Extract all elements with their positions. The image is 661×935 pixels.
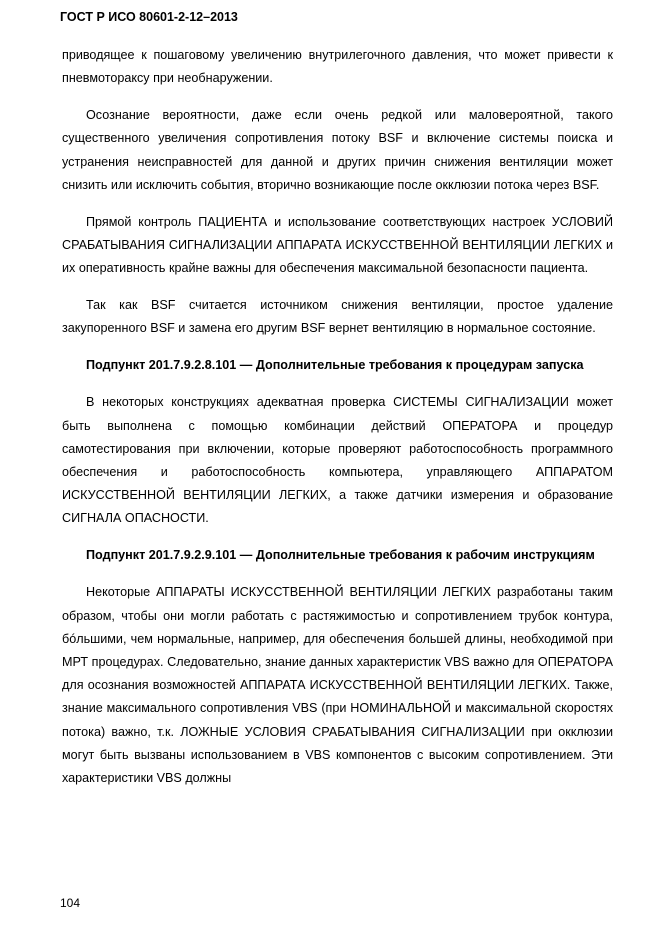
subclause-heading-startup: Подпункт 201.7.9.2.8.101 — Дополнительные требования к процедурам запуска [86, 358, 584, 373]
paragraph-direct-control: Прямой контроль ПАЦИЕНТА и использование соответствующих настроек УСЛОВИЙ СРАБАТЫВАНИЯ СИГНАЛИЗАЦИИ АППАРАТА ИСКУССТВЕННОЙ ВЕНТИЛЯЦИИ ЛЕГКИХ и их оперативность крайне важны для обеспечения максимальной безопасности пациента. [62, 214, 613, 276]
paragraph-awareness: Осознание вероятности, даже если очень редкой или маловероятной, такого существенного увеличения сопротивления потоку BSF и включение системы поиска и устранения неисправностей для данной и других причин снижения вентиляции может снизить или исключить события, вторично возникающие после окклюзии потока через BSF. [62, 108, 613, 192]
paragraph-bsf-removal: Так как BSF считается источником снижения вентиляции, простое удаление закупоренного BSF и замена его другим BSF вернет вентиляцию в нормальное состояние. [62, 298, 613, 336]
document-body [62, 44, 613, 790]
paragraph-vbs-characteristics: Некоторые АППАРАТЫ ИСКУССТВЕННОЙ ВЕНТИЛЯЦИИ ЛЕГКИХ разработаны таким образом, чтобы они могли работать с растяжимостью и сопротивлением трубок контура, бóльшими, чем нормальные, например, для обеспечения большей длины, необходимой при МРТ процедурах. Следовательно, знание данных характеристик VBS важно для ОПЕРАТОРА для осознания возможностей АППАРАТА ИСКУССТВЕННОЙ ВЕНТИЛЯЦИИ ЛЕГКИХ. Также, знание максимального сопротивления VBS (при НОМИНАЛЬНОЙ и максимальной скоростях потока) важно, т.к. ЛОЖНЫЕ УСЛОВИЯ СРАБАТЫВАНИЯ СИГНАЛИЗАЦИИ при окклюзии могут быть вызваны использованием в VBS компонентов с высоким сопротивлением. Эти характеристики VBS должны [62, 585, 613, 786]
page-number: 104 [60, 896, 81, 910]
paragraph-alarm-system-check: В некоторых конструкциях адекватная проверка СИСТЕМЫ СИГНАЛИЗАЦИИ может быть выполнена с помощью комбинации действий ОПЕРАТОРА и процедур самотестирования при включении, которые проверяют работоспособность программного обеспечения и работоспособность компьютера, управляющего АППАРАТОМ ИСКУССТВЕННОЙ ВЕНТИЛЯЦИИ ЛЕГКИХ, а также датчики измерения и образование СИГНАЛА ОПАСНОСТИ. [62, 395, 613, 526]
subclause-heading-instructions: Подпункт 201.7.9.2.9.101 — Дополнительные требования к рабочим инструкциям [86, 548, 595, 563]
document-header: ГОСТ Р ИСО 80601-2-12–2013 [60, 10, 238, 24]
paragraph-continuation: приводящее к пошаговому увеличению внутрилегочного давления, что может привести к пневмотораксу при необнаружении. [62, 48, 613, 86]
